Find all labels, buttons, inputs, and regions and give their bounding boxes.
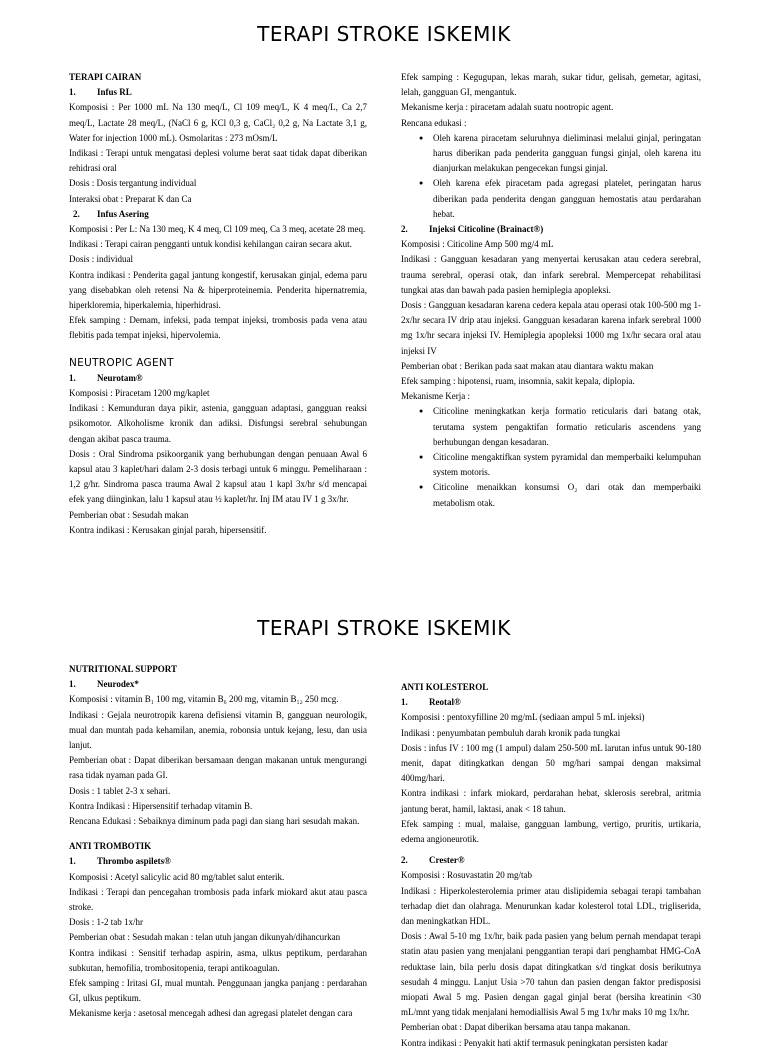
- text-line: Kontra indikasi : Sensitif terhadap aspirin, asma, ulkus peptikum, perdarahan subkutan, hemofilia, trombositopenia, terapi antikoagulan.: [69, 947, 367, 973]
- list-item: ● Oleh karena efek piracetam pada agregasi platelet, peringatan harus diberikan pada penderita dengan gangguan hemostatis atau perdarahan hebat.: [401, 176, 701, 222]
- text-line: Interaksi obat : Preparat K dan Ca: [69, 193, 192, 204]
- text-line: Efek samping : Kegugupan, lekas marah, sukar tidur, gelisah, gemetar, agitasi, lelah, gangguan GI, mengantuk.: [401, 72, 701, 98]
- text-line: Komposisi : Piracetam 1200 mg/kaplet: [69, 388, 210, 399]
- page-title: TERAPI STROKE ISKEMIK: [257, 22, 511, 46]
- list-item: ● Citicoline mengaktifkan system pyramidal dan memperbaiki kelumpuhan system motoris.: [401, 450, 701, 480]
- text-line: Komposisi : Acetyl salicylic acid 80 mg/tablet salut enterik.: [69, 871, 285, 882]
- section-heading: ANTI TROMBOTIK: [69, 841, 152, 852]
- section-heading: ANTI KOLESTEROL: [401, 682, 489, 692]
- text-line: Pemberian obat : Dapat diberikan bersamaan dengan makanan untuk mengurangi rasa tidak nyaman pada GI.: [69, 755, 367, 781]
- text-line: Indikasi : Hiperkolesterolemia primer atau dislipidemia sebagai terapi tambahan terhadap diet dan olahraga. Menurunkan kadar kolesterol total LDL, trigliserida, dan meningkatkan HDL.: [401, 885, 701, 927]
- text-line: Kontra indikasi : infark miokard, perdarahan hebat, sklerosis serebral, aritmia jantung berat, hamil, laktasi, anak < 18 tahun.: [401, 788, 701, 814]
- bullet-list: [401, 404, 701, 510]
- drug-heading: 2. Crester®: [401, 855, 465, 866]
- text-line: Dosis : Dosis tergantung individual: [69, 178, 197, 189]
- text-line: Indikasi : Gangguan kesadaran yang menyertai kerusakan atau cedera serebral, trauma serebral, operasi otak, dan infark serebral. Mempercepat rehabilitasi tungkai atas dan bawah pada pasien hemiplegia apopleksi.: [401, 254, 701, 295]
- text-line: Kontra indikasi : Penyakit hati aktif termasuk peningkatan persisten kadar: [401, 1037, 668, 1048]
- list-item: ● Oleh karena piracetam seluruhnya dieliminasi melalui ginjal, peringatan harus diberikan pada penderita gangguan fungsi ginjal, oleh karena itu dianjurkan melakukan pengecekan fungsi ginjal.: [401, 131, 701, 177]
- text-line: Indikasi : penyumbatan pembuluh darah kronik pada tungkai: [401, 727, 621, 738]
- text-line: Indikasi : Terapi cairan pengganti untuk kondisi kehilangan cairan secara akut.: [69, 239, 352, 250]
- left-column: [69, 662, 367, 1022]
- drug-heading: 1. Reotal®: [401, 697, 461, 708]
- text-line: Dosis : infus IV : 100 mg (1 ampul) dalam 250-500 mL larutan infus untuk 90-180 menit, dapat ditingkatkan dengan 50 mg/hari sampai dengan maksimal 400mg/hari.: [401, 742, 701, 784]
- text-line: Indikasi : Terapi dan pencegahan trombosis pada infark miokard akut atau pasca stroke.: [69, 886, 367, 913]
- text-line: Komposisi : pentoxyfilline 20 mg/mL (sediaan ampul 5 mL injeksi): [401, 712, 645, 723]
- drug-heading: 2. Infus Asering: [73, 208, 149, 219]
- document-page-2: [0, 600, 768, 1048]
- section-heading: TERAPI CAIRAN: [69, 72, 142, 82]
- text-line: Efek samping : mual, malaise, gangguan lambung, vertigo, pruritis, urtikaria, edema angioneurotik.: [401, 818, 701, 845]
- drug-heading: 1. Thrombo aspilets®: [69, 856, 171, 867]
- text-line: Mekanisme Kerja :: [401, 391, 470, 402]
- right-column: [401, 70, 701, 511]
- drug-heading: 1. Infus RL: [69, 87, 132, 98]
- text-line: Rencana Edukasi : Sebaiknya diminum pada pagi dan siang hari sesudah makan.: [69, 816, 360, 827]
- drug-heading: 1. Neurotam®: [69, 372, 143, 383]
- page-title: TERAPI STROKE ISKEMIK: [257, 616, 511, 640]
- text-line: Dosis : Gangguan kesadaran karena cedera kepala atau operasi otak 100-500 mg 1-2x/hr secara IV drip atau injeksi. Gangguan kesadaran karena infark serebral 1000 mg 1x/hr secara injeksi IV. Hemiplegia apopleksi 1000 mg 1x/hr secara oral atau injeksi IV: [401, 300, 701, 356]
- text-line: Indikasi : Gejala neurotropik karena defisiensi vitamin B, gangguan neurologik, mual dan muntah pada kehamilan, anemia, robonsia untuk kejang, lesu, dan usia lanjut.: [69, 709, 367, 751]
- text-line: Efek samping : hipotensi, ruam, insomnia, sakit kepala, diplopia.: [401, 376, 635, 387]
- text-line: Mekanisme kerja : asetosal mencegah adhesi dan agregasi platelet dengan cara: [69, 1008, 353, 1019]
- drug-heading: 2. Injeksi Citicoline (Brainact®): [401, 224, 544, 235]
- list-item: ● Citicoline menaikkan konsumsi O₂ dari otak dan memperbaiki metabolism otak.: [401, 480, 701, 510]
- bullet-list: [401, 131, 701, 222]
- text-line: Dosis : Awal 5-10 mg 1x/hr, baik pada pasien yang belum pernah mendapat terapi statin atau pasien yang menjalani penggantian terapi dari penghambat HMG-CoA reduktase lain, bila perlu dosis dapat ditingkatkan s/d tingkat dosis berikutnya sesudah 4 minggu. Lanjut Usia >70 tahun dan pasien dengan faktor predisposisi miopati Awal 5 mg. Pasien dengan gagal ginjal berat (bersiha kreatinin <30 mL/mnt yang tidak menjalani hemodiallisis Awal 5 mg 1x/hr maks 10 mg 1x/hr.: [401, 931, 701, 1018]
- text-line: Komposisi : Per L: Na 130 meq, K 4 meq, Cl 109 meq, Ca 3 meq, acetate 28 meq.: [69, 224, 366, 235]
- text-line: Pemberian obat : Sesudah makan: [69, 509, 189, 520]
- left-column: [69, 70, 367, 538]
- text-line: Mekanisme kerja : piracetam adalah suatu nootropic agent.: [401, 102, 614, 113]
- text-line: Dosis : Oral Sindroma psikoorganik yang berhubungan dengan penuaan Awal 6 kapsul atau 3 kaplet/hari dalam 2-3 dosis terbagi untuk 6 minggu. Pemeliharaan : 1,2 g/hr. Sindroma pasca trauma Awal 2 kapsul atau 1 kapl 3x/hr s/d mencapai efek yang diinginkan, lalu 1 kapsul atau ½ kaplet/hr. Inj IM atau IV 1 g 3x/hr.: [69, 448, 367, 505]
- list-item: ● Citicoline meningkatkan kerja formatio reticularis dari batang otak, terutama system pengaktifan formatio reticularis ascendens yang berhubungan dengan kesadaran.: [401, 404, 701, 450]
- text-line: Dosis : individual: [69, 254, 134, 265]
- text-line: Komposisi : vitamin B₁ 100 mg, vitamin B₆ 200 mg, vitamin B₁₂ 250 mcg.: [69, 694, 339, 705]
- page-gap: [0, 560, 768, 600]
- text-line: Efek samping : Iritasi GI, mual muntah. Penggunaan jangka panjang : perdarahan GI, ulkus peptikum.: [69, 978, 367, 1004]
- text-line: Dosis : 1 tablet 2-3 x sehari.: [69, 785, 171, 796]
- text-line: Indikasi : Kemunduran daya pikir, astenia, gangguan adaptasi, gangguan reaksi psikomotor. Alkoholisme kronik dan adiksi. Disfungsi serebral sehubungan dengan akibat pasca trauma.: [69, 403, 367, 444]
- text-line: Kontra indikasi : Penderita gagal jantung kongestif, kerusakan ginjal, edema paru yang disebabkan oleh retensi Na & hiperproteinemia. Penderita hipernatremia, hiperkloremia, hiperkalemia, hiperhidrasi.: [69, 269, 367, 311]
- text-line: Kontra indikasi : Kerusakan ginjal parah, hipersensitif.: [69, 524, 267, 535]
- drug-heading: 1. Neurodex*: [69, 679, 139, 690]
- section-heading: NUTRITIONAL SUPPORT: [69, 664, 177, 674]
- text-line: Efek samping : Demam, infeksi, pada tempat injeksi, trombosis pada vena atau flebitis pada tempat injeksi, hipervolemia.: [69, 315, 367, 341]
- text-line: Komposisi : Per 1000 mL Na 130 meq/L, Cl 109 meq/L, K 4 meq/L, Ca 2,7 meq/L, Lactate 28 meq/L, (NaCl 6 g, KCl 0,3 g, CaCl₂ 0,2 g, Na Lactate 3,1 g, Water for injection 1000 mL). Osmolaritas : 273 mOsm/L: [69, 102, 367, 143]
- text-line: Dosis : 1-2 tab 1x/hr: [69, 917, 143, 928]
- section-heading: NEUTROPIC AGENT: [69, 356, 174, 369]
- text-line: Pemberian obat : Sesudah makan : telan utuh jangan dikunyah/dihancurkan: [69, 932, 341, 943]
- right-column: [401, 680, 701, 1051]
- text-line: Indikasi : Terapi untuk mengatasi deplesi volume berat saat tidak dapat diberikan rehidrasi oral: [69, 148, 367, 174]
- text-line: Komposisi : Rosuvastatin 20 mg/tab: [401, 870, 533, 881]
- text-line: Kontra Indikasi : Hipersensitif terhadap vitamin B.: [69, 800, 253, 811]
- text-line: Pemberian obat : Dapat diberikan bersama atau tanpa makanan.: [401, 1022, 631, 1033]
- text-line: Rencana edukasi :: [401, 117, 467, 128]
- text-line: Komposisi : Citicoline Amp 500 mg/4 mL: [401, 239, 554, 250]
- text-line: Pemberian obat : Berikan pada saat makan atau diantara waktu makan: [401, 360, 654, 371]
